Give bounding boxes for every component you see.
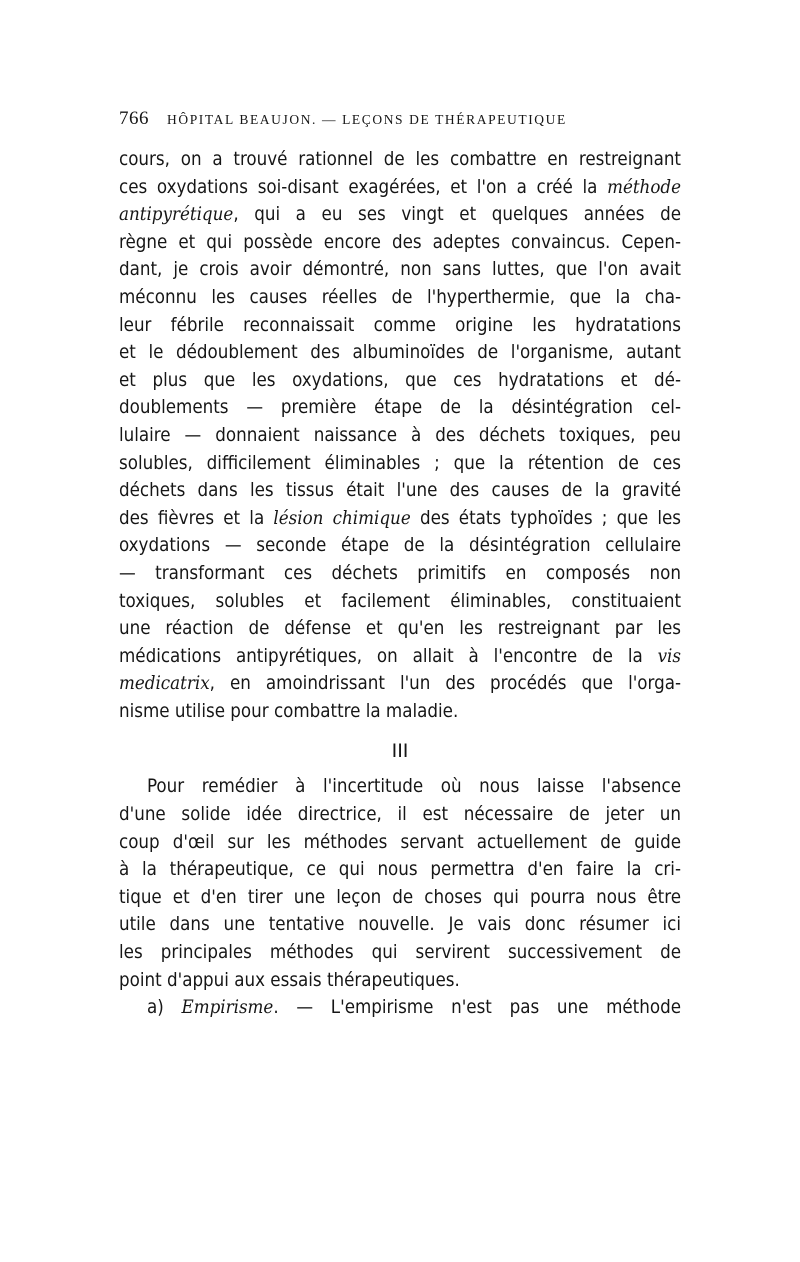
page-header <box>119 108 681 142</box>
text-line <box>119 911 681 939</box>
text-line <box>119 256 681 284</box>
text-line <box>119 229 681 257</box>
paragraph-3 <box>119 994 681 1022</box>
italic-term: vis <box>657 645 681 667</box>
text-line <box>119 339 681 367</box>
line-text: Pour remédier à l'incertitude où nous laisse l'absence <box>147 776 681 798</box>
text-line <box>119 588 681 616</box>
italic-term: Empirisme <box>181 997 274 1019</box>
line-text: une réaction de défense et qu'en les restreignant par les <box>119 618 681 640</box>
text-line <box>119 422 681 450</box>
line-text: tique et d'en tirer une leçon de choses qui pourra nous être <box>119 886 681 908</box>
text-line <box>119 201 681 229</box>
line-text: des états typhoïdes ; que les <box>410 507 681 529</box>
line-text: d'une solide idée directrice, il est nécessaire de jeter un <box>119 804 681 826</box>
italic-term: méthode <box>607 176 681 198</box>
text-line <box>119 146 681 174</box>
line-text: ces oxydations soi-disant exagérées, et l'on a créé la <box>119 176 608 198</box>
paragraph-1 <box>119 146 681 725</box>
line-text: a) <box>147 997 182 1019</box>
line-text: déchets dans les tissus était l'une des causes de la gravité <box>119 480 681 502</box>
line-text: , qui a eu ses vingt et quelques années de <box>233 204 681 226</box>
line-text: — transformant ces déchets primitifs en composés non <box>119 562 681 584</box>
running-head: HÔPITAL BEAUJON. — LEÇONS DE THÉRAPEUTIQUE <box>167 112 567 127</box>
line-text: utile dans une tentative nouvelle. Je vais donc résumer ici <box>119 914 681 936</box>
line-text: coup d'œil sur les méthodes servant actuellement de guide <box>119 831 681 853</box>
text-line <box>119 367 681 395</box>
line-text: . — L'empirisme n'est pas une méthode <box>273 997 681 1019</box>
line-text: doublements — première étape de la désintégration cel- <box>119 397 681 419</box>
text-line <box>119 174 681 202</box>
line-text: toxiques, solubles et facilement éliminables, constituaient <box>119 590 681 612</box>
line-text: leur fébrile reconnaissait comme origine les hydratations <box>119 314 681 336</box>
line-text: cours, on a trouvé rationnel de les combattre en restreignant <box>119 149 681 170</box>
italic-term: antipyrétique <box>119 204 234 226</box>
line-text: point d'appui aux essais thérapeutiques. <box>119 969 460 991</box>
text-line <box>119 560 681 588</box>
text-line <box>119 967 681 995</box>
text-line <box>119 477 681 505</box>
text-line <box>119 884 681 912</box>
text-line <box>119 801 681 829</box>
text-line <box>119 450 681 478</box>
text-line <box>119 643 681 671</box>
line-text: oxydations — seconde étape de la désintégration cellulaire <box>119 535 681 557</box>
line-text: solubles, difficilement éliminables ; que la rétention de ces <box>119 452 681 474</box>
line-text: méconnu les causes réelles de l'hyperthermie, que la cha- <box>119 286 681 308</box>
text-line <box>119 994 681 1022</box>
line-text: et le dédoublement des albuminoïdes de l'organisme, autant <box>119 342 681 364</box>
text-line <box>119 615 681 643</box>
line-text: , en amoindrissant l'un des procédés que l'orga- <box>209 673 681 695</box>
section-heading: III <box>391 740 409 763</box>
line-text: à la thérapeutique, ce qui nous permettra d'en faire la cri- <box>119 859 681 881</box>
text-line <box>119 829 681 857</box>
book-page <box>119 108 681 1022</box>
text-line <box>119 670 681 698</box>
line-text: médications antipyrétiques, on allait à l'encontre de la <box>119 645 658 667</box>
line-text: règne et qui possède encore des adeptes convaincus. Cepen- <box>119 231 681 253</box>
text-line <box>119 856 681 884</box>
text-line <box>119 505 681 533</box>
paragraph-2 <box>119 773 681 994</box>
text-line <box>119 939 681 967</box>
line-text: dant, je crois avoir démontré, non sans luttes, que l'on avait <box>119 259 681 281</box>
page-number: 766 <box>119 108 149 129</box>
text-line <box>119 773 681 801</box>
text-line <box>119 698 681 726</box>
line-text: lulaire — donnaient naissance à des déchets toxiques, peu <box>119 424 681 446</box>
body-text <box>119 146 681 1022</box>
text-line <box>119 532 681 560</box>
text-line <box>119 284 681 312</box>
line-text: nisme utilise pour combattre la maladie. <box>119 700 459 722</box>
italic-term: lésion chimique <box>273 507 411 529</box>
line-text: des fièvres et la <box>119 507 274 529</box>
text-line <box>119 394 681 422</box>
line-text: les principales méthodes qui servirent successivement de <box>119 942 681 964</box>
italic-term: medicatrix <box>119 673 210 695</box>
text-line <box>119 312 681 340</box>
line-text: et plus que les oxydations, que ces hydratations et dé- <box>119 369 681 391</box>
